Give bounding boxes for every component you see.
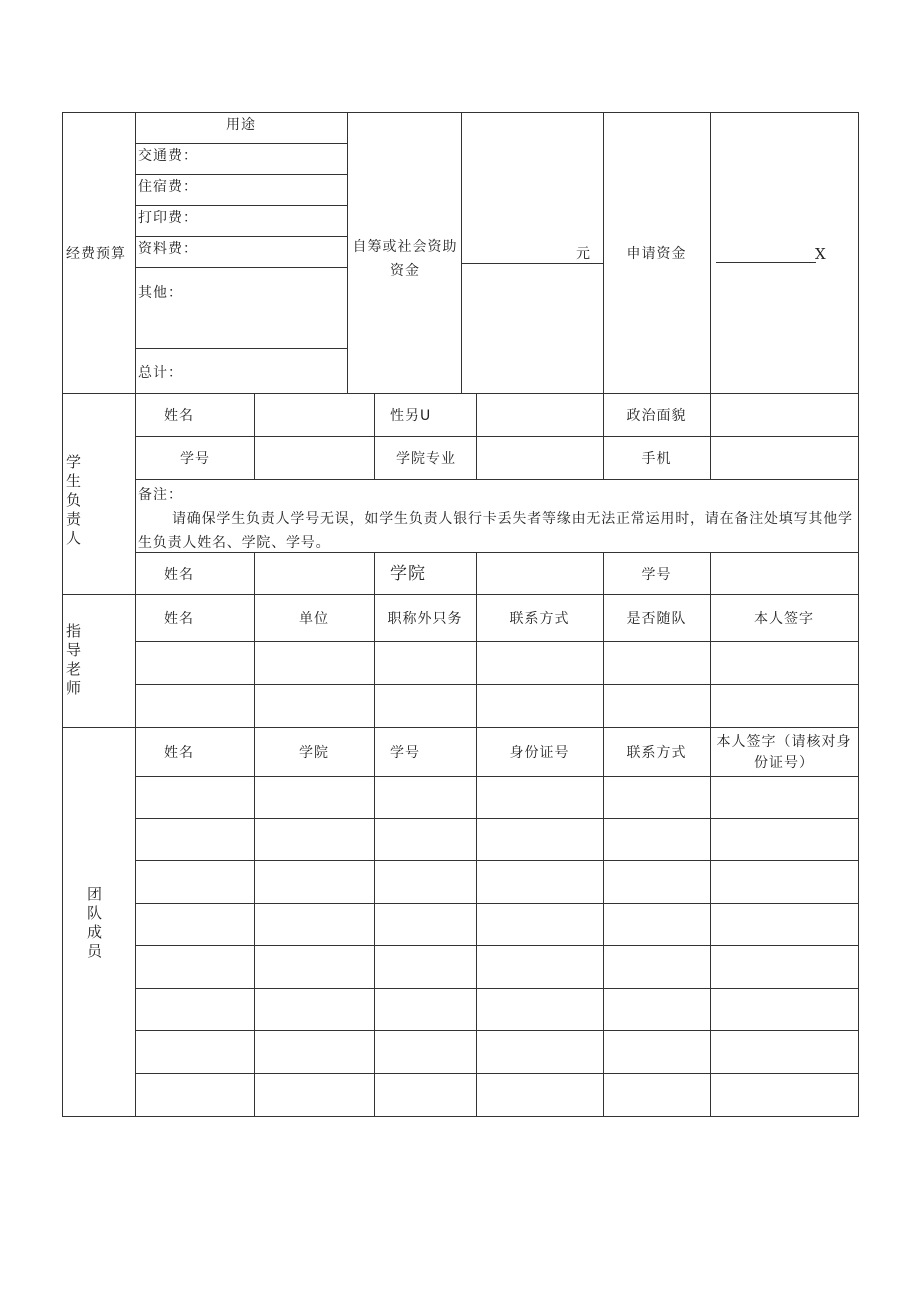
alt-leader-college-field[interactable] (477, 553, 603, 594)
budget-total-label: 总计： (138, 365, 183, 381)
advisor-header-title: 职称外只务 (387, 611, 463, 627)
self-fund-field[interactable] (462, 238, 572, 262)
leader-gender-label: 性另U (390, 408, 432, 424)
alt-leader-name-label: 姓名 (164, 567, 194, 583)
leader-section-label: 学生负责人 (65, 453, 82, 547)
alt-leader-student-id-field[interactable] (711, 553, 858, 594)
leader-gender-field[interactable] (477, 394, 603, 436)
remark-text: 请确保学生负责人学号无误，如学生负责人银行卡丢失者等缘由无法正常运用时，请在备注处填写其他学生负责人姓名、学院、学号。 (138, 511, 853, 551)
budget-item-printing: 打印费： (138, 210, 198, 226)
leader-student-id-label: 学号 (180, 451, 210, 467)
team-section-label: 团队成员 (86, 885, 103, 960)
remark-title: 备注： (138, 487, 183, 503)
leader-name-label: 姓名 (164, 408, 194, 424)
advisor-section-label: 指导老师 (65, 622, 82, 697)
advisor-header-accompany: 是否随队 (626, 611, 687, 627)
advisor-header-unit: 单位 (299, 611, 329, 627)
alt-leader-name-field[interactable] (255, 553, 374, 594)
apply-fund-field[interactable] (716, 238, 816, 262)
advisor-header-contact: 联系方式 (509, 611, 570, 627)
yuan-unit: 元 (576, 246, 591, 262)
team-header-name: 姓名 (164, 745, 194, 761)
budget-item-transport: 交通费： (138, 148, 198, 164)
team-header-contact: 联系方式 (626, 745, 687, 761)
apply-fund-label: 申请资金 (626, 246, 687, 262)
leader-politics-field[interactable] (711, 394, 858, 436)
advisor-header-signature: 本人签字 (754, 611, 814, 627)
apply-fund-suffix: X (815, 245, 827, 263)
leader-phone-label: 手机 (641, 451, 672, 467)
leader-college-major-label: 学院专业 (396, 451, 456, 467)
leader-student-id-field[interactable] (255, 437, 374, 479)
budget-item-materials: 资料费： (138, 241, 198, 257)
team-header-college: 学院 (299, 745, 329, 761)
leader-name-field[interactable] (255, 394, 374, 436)
team-header-signature: 本人签字（请核对身份证号） (716, 734, 852, 771)
team-header-student-id: 学号 (390, 745, 420, 761)
leader-phone-field[interactable] (711, 437, 858, 479)
leader-politics-label: 政治面貌 (626, 408, 687, 424)
leader-college-major-field[interactable] (477, 437, 603, 479)
budget-section-label: 经费预算 (66, 246, 126, 262)
purpose-header: 用途 (226, 117, 256, 133)
advisor-header-name: 姓名 (164, 611, 194, 627)
alt-leader-college-label: 学院 (390, 564, 426, 584)
budget-item-other: 其他： (138, 285, 183, 301)
alt-leader-student-id-label: 学号 (641, 567, 672, 583)
budget-item-lodging: 住宿费： (138, 179, 198, 195)
team-header-id-card: 身份证号 (509, 745, 570, 761)
self-fund-label: 自筹或社会资助资金 (352, 239, 458, 279)
